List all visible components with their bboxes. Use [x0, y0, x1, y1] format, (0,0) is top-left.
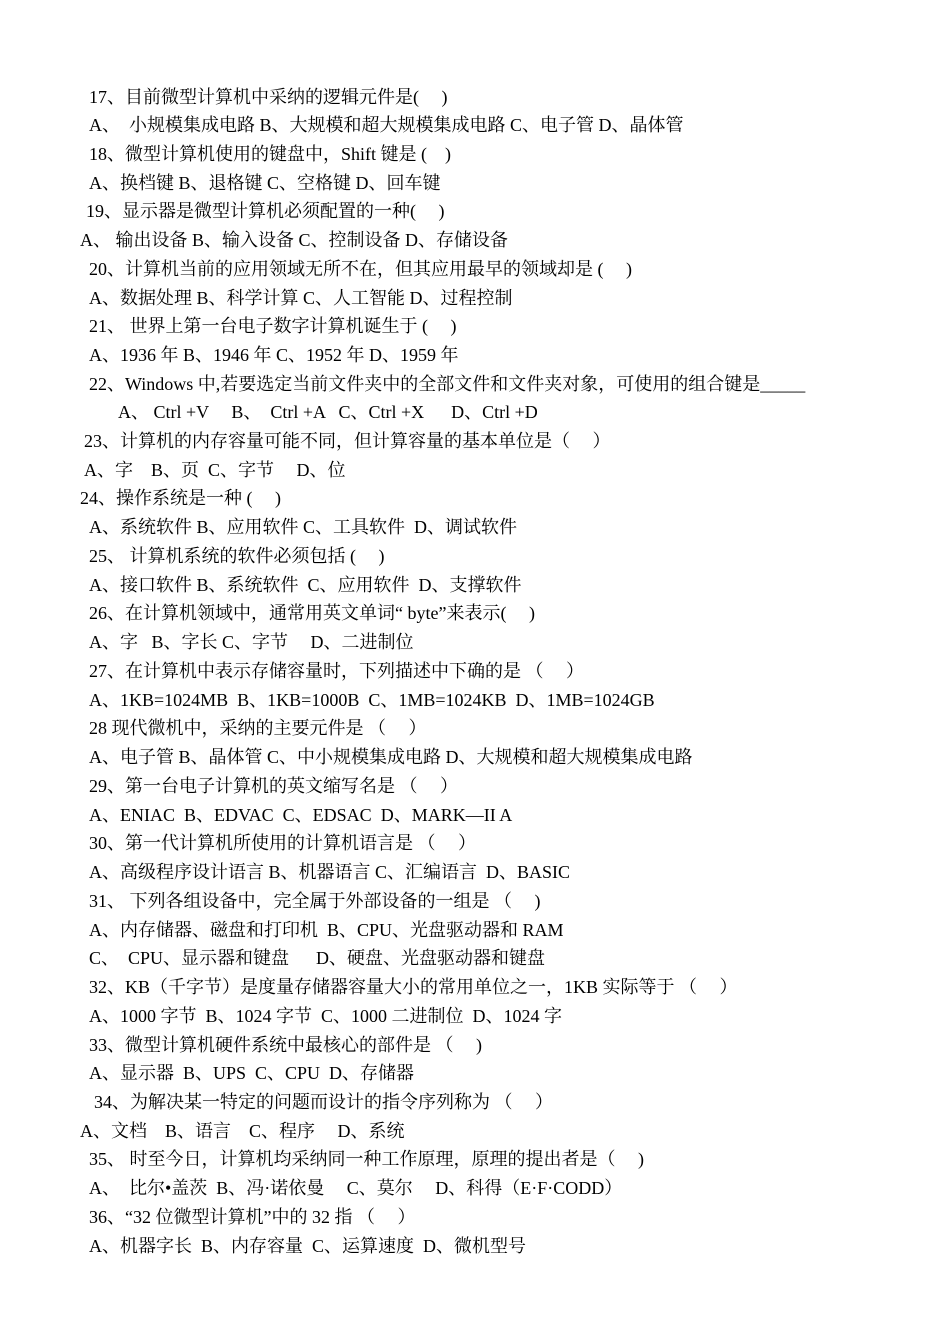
options-29: A、ENIAC B、EDVAC C、EDSAC D、MARK—II A [89, 805, 513, 825]
options-20: A、数据处理 B、科学计算 C、人工智能 D、过程控制 [89, 288, 513, 308]
question-30: 30、第一代计算机所使用的计算机语言是 （ ） [89, 833, 476, 853]
options-28: A、电子管 B、晶体管 C、中小规模集成电路 D、大规模和超大规模集成电路 [89, 747, 693, 767]
options-17: A、 小规模集成电路 B、大规模和超大规模集成电路 C、电子管 D、晶体管 [89, 115, 684, 135]
question-22: 22、Windows 中,若要选定当前文件夹中的全部文件和文件夹对象，可使用的组合键是_____ [89, 374, 806, 394]
options-23: A、字 B、页 C、字节 D、位 [84, 460, 346, 480]
question-32: 32、KB（千字节）是度量存储器容量大小的常用单位之一，1KB 实际等于 （ ） [89, 977, 738, 997]
options-22: A、 Ctrl +V B、 Ctrl +A C、Ctrl +X D、Ctrl +D [118, 402, 538, 422]
options-26: A、字 B、字长 C、字节 D、二进制位 [89, 632, 414, 652]
options-21: A、1936 年 B、1946 年 C、1952 年 D、1959 年 [89, 345, 459, 365]
question-17: 17、目前微型计算机中采纳的逻辑元件是( ) [89, 87, 448, 107]
options-34: A、文档 B、语言 C、程序 D、系统 [80, 1121, 405, 1141]
options-30: A、高级程序设计语言 B、机器语言 C、汇编语言 D、BASIC [89, 862, 571, 882]
question-29: 29、第一台电子计算机的英文缩写名是 （ ） [89, 776, 458, 796]
question-28: 28 现代微机中，采纳的主要元件是 （ ） [89, 718, 427, 738]
options-33: A、显示器 B、UPS C、CPU D、存储器 [89, 1063, 415, 1083]
question-35: 35、 时至今日，计算机均采纳同一种工作原理，原理的提出者是（ ) [89, 1149, 644, 1169]
question-23: 23、计算机的内存容量可能不同，但计算容量的基本单位是（ ） [84, 431, 611, 451]
options-24: A、系统软件 B、应用软件 C、工具软件 D、调试软件 [89, 517, 518, 537]
question-20: 20、计算机当前的应用领域无所不在，但其应用最早的领域却是 ( ) [89, 259, 632, 279]
question-36: 36、“32 位微型计算机”中的 32 指 （ ） [89, 1207, 416, 1227]
options-32: A、1000 字节 B、1024 字节 C、1000 二进制位 D、1024 字 [89, 1006, 563, 1026]
question-33: 33、微型计算机硬件系统中最核心的部件是 （ ) [89, 1035, 482, 1055]
options-36: A、机器字长 B、内存容量 C、运算速度 D、微机型号 [89, 1236, 527, 1256]
options-31-a-b: A、内存储器、磁盘和打印机 B、CPU、光盘驱动器和 RAM [89, 920, 564, 940]
options-27: A、1KB=1024MB B、1KB=1000B C、1MB=1024KB D、1MB=1024GB [89, 690, 655, 710]
question-34: 34、为解决某一特定的问题而设计的指令序列称为 （ ） [94, 1092, 553, 1112]
question-25: 25、 计算机系统的软件必须包括 ( ) [89, 546, 385, 566]
question-26: 26、在计算机领域中，通常用英文单词“ byte”来表示( ) [89, 603, 535, 623]
options-19: A、 输出设备 B、输入设备 C、控制设备 D、存储设备 [80, 230, 509, 250]
question-19: 19、显示器是微型计算机必须配置的一种( ) [86, 201, 445, 221]
options-25: A、接口软件 B、系统软件 C、应用软件 D、支撑软件 [89, 575, 522, 595]
question-27: 27、在计算机中表示存储容量时，下列描述中下确的是 （ ） [89, 661, 584, 681]
options-18: A、换档键 B、退格键 C、空格键 D、回车键 [89, 173, 441, 193]
question-21: 21、 世界上第一台电子数字计算机诞生于 ( ) [89, 316, 457, 336]
question-18: 18、微型计算机使用的键盘中，Shift 键是 ( ) [89, 144, 451, 164]
question-31: 31、 下列各组设备中，完全属于外部设备的一组是 （ ) [89, 891, 541, 911]
options-31-c-d: C、 CPU、显示器和键盘 D、硬盘、光盘驱动器和键盘 [89, 948, 546, 968]
question-24: 24、操作系统是一种 ( ) [80, 488, 281, 508]
options-35: A、 比尔•盖茨 B、冯·诺依曼 C、莫尔 D、科得（E·F·CODD） [89, 1178, 623, 1198]
